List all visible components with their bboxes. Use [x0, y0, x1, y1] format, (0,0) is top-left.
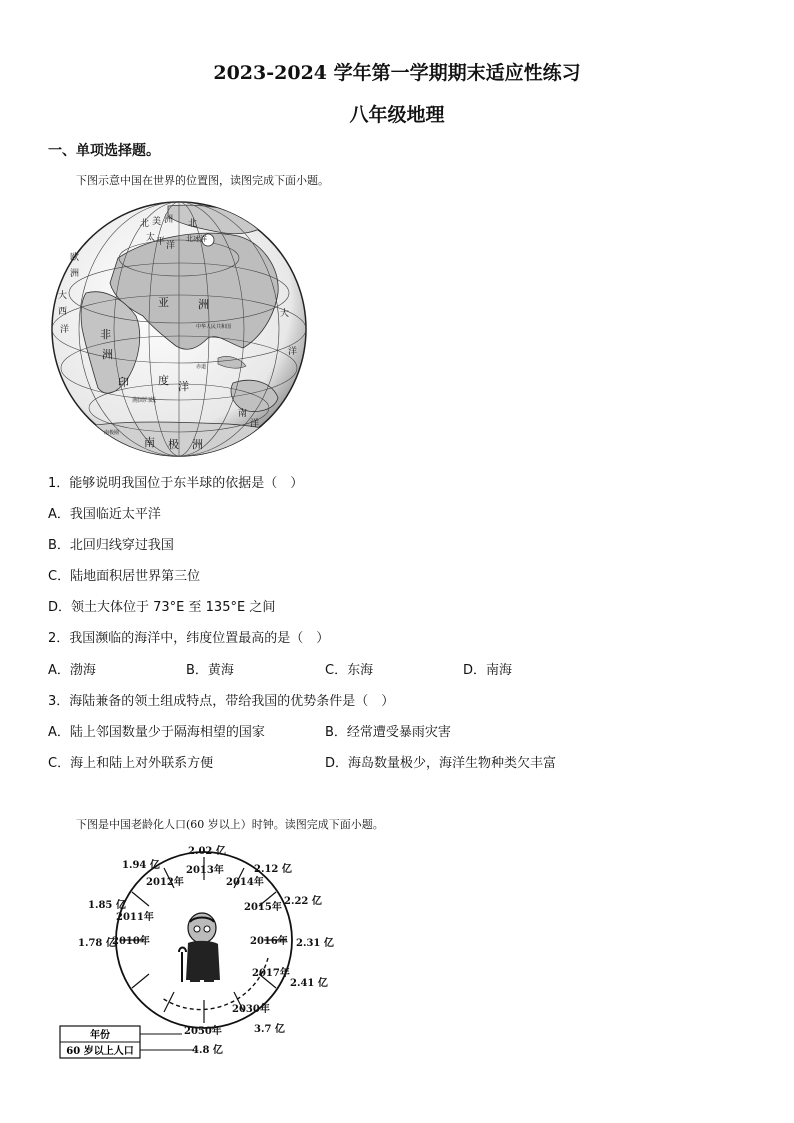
globe-label: 南回归线 [132, 397, 157, 404]
globe-label: 美 [152, 217, 162, 227]
globe-label: 洋 [178, 380, 189, 393]
population-label: 2.41 亿 [290, 978, 328, 989]
globe-label: 亚 [158, 296, 169, 309]
question-3-option-b[interactable]: B．经常遭受暴雨灾害 [325, 725, 451, 740]
clock-legend [60, 1026, 194, 1058]
legend-population: 60 岁以上人口 [66, 1046, 134, 1057]
population-label: 2.31 亿 [296, 938, 334, 949]
question-intro: 下图是中国老龄化人口(60 岁以上）时钟。读图完成下面小题。 [76, 818, 384, 831]
globe-label: 洲 [164, 215, 174, 225]
globe-label: 南极圈 [104, 430, 120, 436]
globe-label: 洋 [60, 325, 70, 335]
page-subtitle: 八年级地理 [349, 104, 445, 126]
year-label: 2017年 [252, 968, 290, 979]
globe-map [48, 198, 310, 460]
question-intro: 下图示意中国在世界的位置图，读图完成下面小题。 [76, 174, 329, 187]
globe-label: 欧 [70, 253, 80, 263]
globe-label: 洲 [70, 269, 80, 279]
question-3-option-d[interactable]: D．海岛数量极少，海洋生物种类欠丰富 [325, 756, 557, 771]
page-title: 2023-2024 学年第一学期期末适应性练习 [213, 62, 581, 84]
globe-label: 太 [146, 233, 156, 243]
question-2-option-c[interactable]: C．东海 [325, 663, 374, 678]
globe-label: 洲 [102, 348, 113, 361]
population-label: 2.22 亿 [284, 896, 322, 907]
aging-population-clock [54, 840, 354, 1065]
section-heading: 一、单项选择题。 [48, 143, 160, 159]
year-label: 2011年 [116, 912, 154, 923]
question-1-stem: 1．能够说明我国位于东半球的依据是（ ） [48, 476, 304, 491]
globe-label: 洲 [192, 438, 203, 451]
globe-label: 赤道 [196, 364, 207, 370]
question-2-option-a[interactable]: A．渤海 [48, 663, 96, 678]
question-1-option-b[interactable]: B．北回归线穿过我国 [48, 538, 174, 553]
globe-label: 北冰洋 [186, 235, 207, 243]
globe-label: 中华人民共和国 [196, 324, 232, 330]
globe-label: 北 [188, 219, 198, 229]
year-label: 2014年 [226, 877, 264, 888]
year-label: 2015年 [244, 902, 282, 913]
elderly-person-icon [179, 913, 220, 982]
population-label: 3.7 亿 [254, 1024, 285, 1035]
globe-label: 平 [156, 237, 166, 247]
population-label: 1.94 亿 [122, 860, 160, 871]
globe-label: 极 [168, 438, 179, 451]
question-2-option-d[interactable]: D．南海 [463, 663, 513, 678]
question-1-option-c[interactable]: C．陆地面积居世界第三位 [48, 569, 201, 584]
legend-year: 年份 [90, 1030, 110, 1041]
globe-label: 洋 [166, 241, 176, 251]
globe-label: 大 [58, 291, 68, 301]
globe-label: 度 [158, 374, 169, 387]
globe-label: 北 [140, 219, 150, 229]
year-label: 2016年 [250, 936, 288, 947]
globe-label: 西 [58, 307, 68, 317]
population-label: 1.78 亿 [78, 938, 116, 949]
year-label: 2030年 [232, 1004, 270, 1015]
population-label: 2.12 亿 [254, 864, 292, 875]
globe-label: 洋 [288, 347, 298, 357]
year-label: 2012年 [146, 877, 184, 888]
globe-label: 印 [118, 376, 129, 389]
globe-label: 洋 [250, 419, 260, 429]
globe-label: 南 [238, 409, 248, 419]
year-label: 2010年 [112, 936, 150, 947]
globe-label: 非 [100, 328, 111, 341]
question-2-stem: 2．我国濒临的海洋中，纬度位置最高的是（ ） [48, 631, 330, 646]
globe-label: 大 [280, 309, 290, 319]
question-3-stem: 3．海陆兼备的领土组成特点，带给我国的优势条件是（ ） [48, 694, 395, 709]
population-label: 4.8 亿 [192, 1045, 223, 1056]
population-label: 1.85 亿 [88, 900, 126, 911]
question-1-option-a[interactable]: A．我国临近太平洋 [48, 507, 161, 522]
question-3-option-a[interactable]: A．陆上邻国数量少于隔海相望的国家 [48, 725, 265, 740]
year-label: 2013年 [186, 865, 224, 876]
question-1-option-d[interactable]: D．领土大体位于 73°E 至 135°E 之间 [48, 600, 276, 615]
globe-label: 南 [144, 436, 155, 449]
question-3-option-c[interactable]: C．海上和陆上对外联系方便 [48, 756, 214, 771]
population-label: 2.02 亿 [188, 846, 226, 857]
year-label: 2050年 [184, 1026, 222, 1037]
globe-label: 洲 [198, 298, 209, 311]
question-2-option-b[interactable]: B．黄海 [186, 663, 234, 678]
